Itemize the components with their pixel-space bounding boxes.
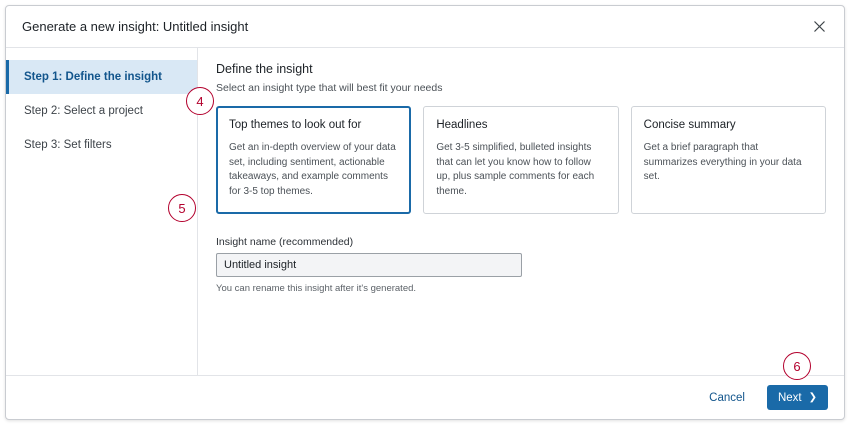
insight-type-options <box>216 106 826 214</box>
sidebar-item-step-2[interactable] <box>6 94 197 128</box>
sidebar-item-step-1[interactable] <box>6 60 197 94</box>
step-3-label: Step 3: Set filters <box>24 139 112 151</box>
next-button-label: Next <box>777 391 802 404</box>
insight-name-field-group <box>216 236 826 294</box>
insight-type-card-top-themes[interactable] <box>216 106 411 214</box>
card-title: Top themes to look out for <box>229 119 362 131</box>
insight-name-input[interactable] <box>216 253 522 277</box>
annotation-callout-6: 6 <box>783 352 811 380</box>
close-icon[interactable] <box>808 16 830 38</box>
dialog-title: Generate a new insight: Untitled insight <box>22 19 249 34</box>
card-description: Get a brief paragraph that summarizes everything in your data set. <box>643 142 802 182</box>
page-subtitle: Select an insight type that will best fit your needs <box>216 82 443 94</box>
dialog-header <box>6 6 844 48</box>
insight-name-label: Insight name (recommended) <box>216 236 354 248</box>
sidebar-item-step-3[interactable] <box>6 128 197 162</box>
insight-name-hint: You can rename this insight after it's generated. <box>216 283 417 294</box>
card-description: Get an in-depth overview of your data set, including sentiment, actionable takeaways, and example comments for 3-5 top themes. <box>229 142 396 197</box>
card-title: Concise summary <box>643 119 736 131</box>
dialog-body <box>6 48 844 375</box>
step-1-label: Step 1: Define the insight <box>24 71 163 83</box>
step-2-label: Step 2: Select a project <box>24 105 143 117</box>
chevron-right-icon: ❯ <box>808 391 817 403</box>
main-pane <box>198 48 844 375</box>
cancel-button[interactable]: Cancel <box>703 391 751 405</box>
page-title: Define the insight <box>216 62 313 76</box>
dialog-footer <box>6 375 844 419</box>
annotation-callout-5: 5 <box>168 194 196 222</box>
annotation-callout-4: 4 <box>186 87 214 115</box>
card-title: Headlines <box>436 119 488 131</box>
insight-type-card-concise-summary[interactable] <box>631 106 826 214</box>
next-button[interactable] <box>767 385 828 410</box>
card-description: Get 3-5 simplified, bulleted insights that can let you know how to follow up, plus sample comments for each theme. <box>436 142 595 197</box>
insight-type-card-headlines[interactable] <box>423 106 618 214</box>
generate-insight-dialog <box>5 5 845 420</box>
